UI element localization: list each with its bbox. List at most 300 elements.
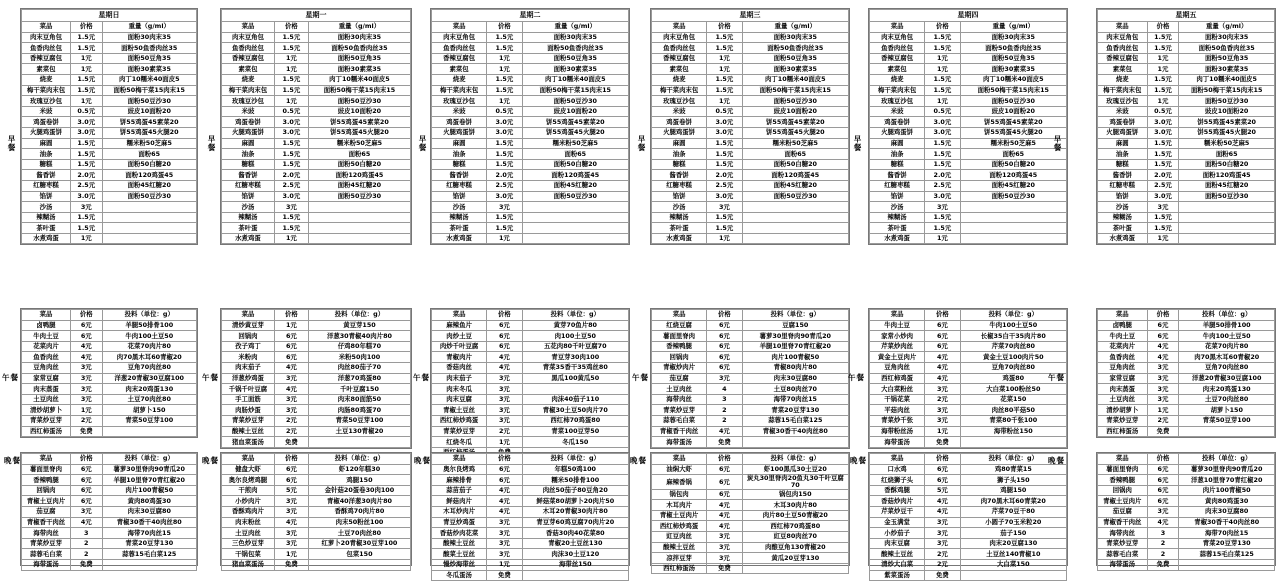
table-row (22, 170, 197, 181)
dish-name: 海带蛋汤 (870, 437, 925, 448)
dish-name: 米豉 (870, 106, 925, 117)
dish-price: 0.5元 (707, 106, 742, 117)
dish-price: 1.5元 (707, 212, 742, 223)
table-row (432, 85, 629, 96)
lunch-table-wed (650, 308, 850, 449)
meal-label-dinner: 晚餐 (630, 456, 647, 465)
dish-ingredients: 糯米粉50芝麻5 (102, 138, 197, 149)
dish-price: 免费 (274, 437, 308, 448)
table-row (870, 405, 1067, 416)
dish-ingredients: 洋葱30青椒40肉片80 (308, 331, 410, 342)
dish-name: 清炒胡萝卜 (22, 405, 71, 416)
table-row (1098, 331, 1275, 342)
dish-ingredients: 面粉50豆沙30 (522, 191, 628, 202)
dish-ingredients: 肉末30豆腐80 (102, 506, 197, 517)
dish-price: 2.5元 (274, 180, 308, 191)
dish-ingredients: 芹菜70豆干80 (960, 506, 1066, 517)
table-row (22, 74, 197, 85)
dish-ingredients: 大白菜150 (960, 559, 1066, 570)
dish-name: 香辣豆腐包 (222, 53, 275, 64)
meal-label-breakfast: 早餐 (1053, 135, 1062, 152)
dish-name: 猪血菜蛋汤 (222, 437, 275, 448)
dish-name: 米豉 (1098, 106, 1148, 117)
day-header: 星期一 (222, 10, 411, 22)
dish-price: 2.5元 (1147, 180, 1179, 191)
dish-price: 6元 (707, 341, 742, 352)
dish-ingredients: 肉70黑木耳60青椒20 (102, 352, 197, 363)
dish-name: 青豆炒鸡蛋 (432, 517, 487, 528)
dish-name: 豇豆肉丝 (652, 532, 707, 543)
table-row (22, 127, 197, 138)
table-row (652, 53, 849, 64)
dish-price: 1元 (707, 233, 742, 244)
dish-price: 6元 (925, 331, 960, 342)
table-row (870, 517, 1067, 528)
table-row (870, 138, 1067, 149)
table-row (1098, 426, 1275, 437)
dish-name: 平菇肉丝 (870, 405, 925, 416)
dish-ingredients: 饼55鸡蛋45素菜20 (1179, 117, 1275, 128)
dish-price: 1.5元 (274, 32, 308, 43)
table-row (1098, 74, 1275, 85)
dish-price: 6元 (707, 352, 742, 363)
dish-name: 麻圆 (222, 138, 275, 149)
dish-name: 卤鸭腿 (1098, 320, 1148, 331)
dish-ingredients: 豆角70肉丝80 (960, 362, 1066, 373)
dish-ingredients: 土豆丝140青椒10 (960, 549, 1066, 560)
dish-price: 6元 (274, 464, 308, 475)
table-row (222, 159, 411, 170)
dish-price: 1元 (274, 233, 308, 244)
dish-ingredients: 海带70肉丝15 (102, 528, 197, 539)
table-row (432, 464, 629, 475)
dinner-table-mon (220, 452, 412, 569)
dish-price: 1.5元 (707, 149, 742, 160)
dish-price: 1.5元 (1147, 212, 1179, 223)
dish-price: 2.5元 (487, 180, 522, 191)
table-row (1098, 352, 1275, 363)
table-row (652, 500, 849, 511)
column-header: 投料（单位：g） (102, 454, 197, 465)
lunch-table-thu (868, 308, 1068, 449)
dish-ingredients: 饼55鸡蛋45素菜20 (742, 117, 848, 128)
table-row (652, 532, 849, 543)
table-row (222, 341, 411, 352)
dish-price: 4元 (925, 352, 960, 363)
table-row (22, 528, 197, 539)
dish-name: 蒜蓉毛白菜 (22, 549, 71, 560)
table-row (652, 202, 849, 213)
dish-name: 健盘大虾 (222, 464, 275, 475)
dish-ingredients: 黄豆芽150 (308, 320, 410, 331)
table-row (1098, 106, 1275, 117)
dinner-table-fri (1096, 452, 1276, 569)
dish-name: 油条 (222, 149, 275, 160)
dish-ingredients (522, 202, 628, 213)
dish-price: 3元 (925, 517, 960, 528)
dish-ingredients: 小圆子70玉米粒20 (960, 517, 1066, 528)
dish-name: 黄金土豆肉片 (870, 352, 925, 363)
dish-ingredients: 土豆70肉丝80 (308, 528, 410, 539)
column-header: 价格 (1147, 454, 1179, 465)
dish-price: 4元 (487, 496, 522, 507)
table-row (222, 405, 411, 416)
dish-price: 1.5元 (71, 149, 103, 160)
dish-name: 麻圆 (1098, 138, 1148, 149)
table-row (432, 538, 629, 549)
dish-price: 2元 (71, 415, 103, 426)
dish-name: 西红柿蛋汤 (652, 563, 707, 574)
table-row (222, 106, 411, 117)
dish-ingredients: 青椒30香干40肉丝80 (102, 517, 197, 528)
column-header: 价格 (707, 22, 742, 33)
dish-price: 6元 (71, 320, 103, 331)
table-row (22, 320, 197, 331)
table-row (432, 233, 629, 244)
dish-name: 馅饼 (222, 191, 275, 202)
dish-name: 千锅千叶豆腐 (222, 384, 275, 395)
dish-name: 香酥鸡肉片 (222, 506, 275, 517)
dish-name: 肉末豆角包 (222, 32, 275, 43)
dish-name: 馅饼 (652, 191, 707, 202)
dish-price: 3元 (487, 528, 522, 539)
table-row (1098, 127, 1275, 138)
dish-price: 6元 (1147, 320, 1179, 331)
dish-price: 1.5元 (274, 74, 308, 85)
dish-ingredients: 鸡80青菜15 (960, 464, 1066, 475)
dish-price: 1.5元 (274, 149, 308, 160)
column-header: 价格 (71, 454, 103, 465)
dish-name: 梅干菜肉末包 (1098, 85, 1148, 96)
dish-name: 孜子鸡丁 (222, 341, 275, 352)
dish-ingredients: 肉片100青椒50 (1179, 485, 1275, 496)
table-row (432, 437, 629, 448)
dish-ingredients (742, 233, 848, 244)
dinner-table-wed (650, 452, 850, 573)
dish-price: 3.0元 (1147, 127, 1179, 138)
table-row (432, 53, 629, 64)
dish-name: 沙汤 (1098, 202, 1148, 213)
dish-name: 玫瑰豆沙包 (222, 96, 275, 107)
column-header: 价格 (925, 22, 960, 33)
dish-ingredients: 面粉30肉末35 (1179, 32, 1275, 43)
table-row (652, 394, 849, 405)
dish-name: 鸡蛋卷饼 (870, 117, 925, 128)
table-row (22, 415, 197, 426)
table-row (22, 96, 197, 107)
table-row (870, 485, 1067, 496)
dish-ingredients: 黄芽70鱼片80 (522, 320, 628, 331)
column-header: 价格 (71, 22, 103, 33)
dish-price: 6元 (707, 320, 742, 331)
dish-price: 1元 (487, 559, 522, 570)
dish-ingredients: 牛肉100土豆50 (960, 320, 1066, 331)
dish-name: 青菜炒豆芽 (222, 415, 275, 426)
table-row (22, 496, 197, 507)
dish-name: 肉末蒸蛋 (1098, 384, 1148, 395)
dish-price: 1元 (71, 233, 103, 244)
dish-ingredients: 牛肉100土豆50 (1179, 331, 1275, 342)
dish-price: 3.0元 (707, 117, 742, 128)
table-row (22, 53, 197, 64)
dish-ingredients: 狮子头150 (960, 475, 1066, 486)
dish-ingredients: 木耳20青椒30肉片80 (522, 506, 628, 517)
dish-ingredients: 面粉65 (102, 149, 197, 160)
table-row (870, 320, 1067, 331)
dish-ingredients: 青菜20豆芽130 (742, 405, 848, 416)
dish-ingredients (742, 437, 848, 448)
column-header: 投料（单位：g） (742, 310, 848, 321)
dish-name: 酸辣土豆丝 (222, 426, 275, 437)
dish-ingredients: 面粉50豆沙30 (308, 191, 410, 202)
dish-name: 清炒大白菜 (870, 559, 925, 570)
table-row (22, 85, 197, 96)
table-row (22, 426, 197, 437)
dish-ingredients: 面粉50豆角35 (102, 53, 197, 64)
dish-name: 油条 (22, 149, 71, 160)
dish-price: 4元 (707, 500, 742, 511)
table-row (432, 485, 629, 496)
dish-ingredients: 蒜蓉15毛白菜125 (102, 549, 197, 560)
dish-ingredients (742, 223, 848, 234)
dish-price: 1.5元 (71, 32, 103, 43)
dish-name: 鲜菇肉片 (432, 496, 487, 507)
table-row (870, 394, 1067, 405)
dish-ingredients: 青菜50豆芽100 (308, 415, 410, 426)
meal-label-breakfast: 早餐 (853, 135, 862, 152)
dish-name: 馅饼 (1098, 191, 1148, 202)
dish-name: 肉末豆角包 (22, 32, 71, 43)
dish-price: 3元 (71, 362, 103, 373)
table-row (222, 96, 411, 107)
dish-name: 茶叶蛋 (222, 223, 275, 234)
table-row (432, 352, 629, 363)
table-row (870, 127, 1067, 138)
dish-price: 3 (707, 394, 742, 405)
column-header: 菜品 (22, 310, 71, 321)
dish-name: 海带蛋汤 (1098, 559, 1148, 570)
dish-ingredients (742, 212, 848, 223)
dish-price: 0.5元 (487, 106, 522, 117)
dish-ingredients: 面粉65 (960, 149, 1066, 160)
dish-ingredients (308, 437, 410, 448)
dish-name: 沙汤 (870, 202, 925, 213)
dish-name: 肉末茄子 (432, 373, 487, 384)
dish-ingredients: 洋葱20青椒30豆腐100 (102, 373, 197, 384)
dish-price: 1.5元 (71, 74, 103, 85)
column-header: 投料（单位：g） (1179, 454, 1275, 465)
dish-name: 卤鸭腿 (22, 320, 71, 331)
dish-name: 酸菜土豆丝 (432, 549, 487, 560)
dish-name: 梅干菜肉末包 (652, 85, 707, 96)
table-row (652, 405, 849, 416)
dish-name: 香辣鸭腿 (652, 341, 707, 352)
dish-price: 免费 (707, 563, 742, 574)
column-header: 菜品 (222, 454, 275, 465)
table-row (432, 202, 629, 213)
dish-name: 茶叶蛋 (432, 223, 487, 234)
dish-ingredients: 薯萝30里脊肉90青瓜20 (742, 331, 848, 342)
dish-name: 鸡蛋卷饼 (652, 117, 707, 128)
dish-ingredients: 肉沫40茄子110 (522, 394, 628, 405)
dish-ingredients: 糯米粉50芝麻5 (960, 138, 1066, 149)
dish-name: 茄豆腐 (22, 506, 71, 517)
dish-name: 麻圆 (432, 138, 487, 149)
table-row (1098, 485, 1275, 496)
dish-ingredients (308, 223, 410, 234)
dish-name: 油条 (870, 149, 925, 160)
meal-label-dinner: 晚餐 (4, 456, 21, 465)
table-row (432, 373, 629, 384)
table-row (652, 170, 849, 181)
table-row (432, 384, 629, 395)
dish-name: 米豉 (222, 106, 275, 117)
dish-price: 2元 (274, 415, 308, 426)
dish-price: 6元 (707, 331, 742, 342)
dish-ingredients: 肉丁10糯米40面皮5 (522, 74, 628, 85)
table-row (432, 106, 629, 117)
dish-name: 鱼香肉丝 (22, 352, 71, 363)
dish-price: 1元 (71, 53, 103, 64)
dish-ingredients: 肉末30豆腐80 (1179, 506, 1275, 517)
table-row (432, 159, 629, 170)
dish-name: 火腿鸡蛋饼 (222, 127, 275, 138)
table-row (222, 191, 411, 202)
table-row (652, 138, 849, 149)
dish-name: 家常豆腐 (1098, 373, 1148, 384)
table-row (432, 149, 629, 160)
column-header: 投料（单位：g） (308, 454, 410, 465)
table-row (222, 53, 411, 64)
dish-name: 海带肉丝 (1098, 528, 1148, 539)
dish-name: 牛肉土豆 (22, 331, 71, 342)
dish-price: 2.5元 (925, 180, 960, 191)
dish-name: 青椒香干肉丝 (652, 426, 707, 437)
dish-name: 鸡蛋卷饼 (432, 117, 487, 128)
dish-ingredients: 面粉50梅干菜15肉末15 (308, 85, 410, 96)
dish-ingredients: 炭丸30里脊肉20鱼丸30千叶豆腐70 (742, 475, 848, 489)
dish-price: 4 (707, 384, 742, 395)
table-row (1098, 170, 1275, 181)
dish-name: 金玉满堂 (870, 517, 925, 528)
dish-price: 4元 (925, 496, 960, 507)
dish-name: 糖糕 (870, 159, 925, 170)
dish-price: 6元 (1147, 331, 1179, 342)
dish-ingredients: 面粉45红糖20 (1179, 180, 1275, 191)
dish-price: 免费 (707, 437, 742, 448)
table-row (22, 138, 197, 149)
dish-ingredients: 面粉120鸡蛋45 (102, 170, 197, 181)
dish-name: 土豆肉丝 (1098, 394, 1148, 405)
lunch-table-mon (220, 308, 412, 449)
dish-price: 3元 (1147, 362, 1179, 373)
table-row (652, 415, 849, 426)
dish-price: 1.5元 (487, 32, 522, 43)
dish-price: 1元 (925, 96, 960, 107)
dish-name: 香菇肉丝 (432, 362, 487, 373)
dish-ingredients: 豉皮10面粉20 (1179, 106, 1275, 117)
dish-price: 1.5元 (925, 149, 960, 160)
table-row (222, 528, 411, 539)
table-row (432, 528, 629, 539)
dish-ingredients: 洋葱70鸡蛋80 (308, 373, 410, 384)
dish-price: 2 (1147, 549, 1179, 560)
dish-name: 青菜炒千张 (870, 415, 925, 426)
meal-label-lunch: 午餐 (632, 373, 649, 382)
dish-price: 3元 (71, 373, 103, 384)
table-row (432, 138, 629, 149)
dish-ingredients: 五花肉80千叶豆腐70 (522, 341, 628, 352)
dish-ingredients: 饼55鸡蛋45素菜20 (308, 117, 410, 128)
table-row (652, 191, 849, 202)
dish-price: 6元 (1147, 464, 1179, 475)
dish-name: 海带蛋汤 (652, 437, 707, 448)
column-header: 投料（单位：g） (960, 310, 1066, 321)
dish-name: 沙汤 (22, 202, 71, 213)
dish-name: 回锅肉 (1098, 485, 1148, 496)
dish-price: 4元 (707, 521, 742, 532)
dish-ingredients: 洋葱10里脊70青红椒20 (1179, 475, 1275, 486)
dish-name: 香辣豆腐包 (870, 53, 925, 64)
dish-name: 肉炒土豆 (432, 331, 487, 342)
table-row (652, 74, 849, 85)
dish-ingredients: 肉片100青椒50 (742, 352, 848, 363)
table-row (1098, 415, 1275, 426)
table-row (1098, 32, 1275, 43)
column-header: 价格 (71, 310, 103, 321)
dish-ingredients: 青椒80肉片80 (742, 362, 848, 373)
dish-price: 1.5元 (925, 159, 960, 170)
table-row (870, 362, 1067, 373)
dish-name: 花菜肉片 (1098, 341, 1148, 352)
column-header: 重量（g/ml） (522, 22, 628, 33)
dish-price: 6元 (925, 464, 960, 475)
dish-price: 3 (1147, 528, 1179, 539)
dish-ingredients: 面粉50豆沙30 (960, 191, 1066, 202)
table-row (22, 212, 197, 223)
table-row (22, 384, 197, 395)
dish-ingredients: 海带粉丝150 (960, 426, 1066, 437)
dish-name: 酱香饼 (870, 170, 925, 181)
dish-ingredients: 面粉30素菜35 (1179, 64, 1275, 75)
dish-price: 6元 (71, 464, 103, 475)
table-row (222, 127, 411, 138)
dish-ingredients: 花菜70肉片80 (1179, 341, 1275, 352)
dish-name: 红糖枣糕 (432, 180, 487, 191)
table-row (870, 170, 1067, 181)
dish-price: 1元 (707, 53, 742, 64)
dish-name: 油条 (1098, 149, 1148, 160)
dish-price: 3.0元 (71, 191, 103, 202)
dish-name: 麻圆 (22, 138, 71, 149)
dish-ingredients: 肉丁10糯米40面皮5 (742, 74, 848, 85)
table-row (222, 170, 411, 181)
column-header: 菜品 (22, 22, 71, 33)
column-header: 投料（单位：g） (102, 310, 197, 321)
dish-ingredients: 羊腿10里脊70青红椒20 (742, 341, 848, 352)
dish-price: 1.5元 (274, 212, 308, 223)
dish-name: 玫瑰豆沙包 (1098, 96, 1148, 107)
dish-name: 麻圆 (870, 138, 925, 149)
table-row (870, 331, 1067, 342)
dish-price: 1元 (707, 96, 742, 107)
table-row (22, 373, 197, 384)
table-row (870, 32, 1067, 43)
dish-price: 4元 (274, 384, 308, 395)
table-row (652, 373, 849, 384)
dish-name: 青椒土豆肉片 (1098, 496, 1148, 507)
column-header: 菜品 (1098, 454, 1148, 465)
